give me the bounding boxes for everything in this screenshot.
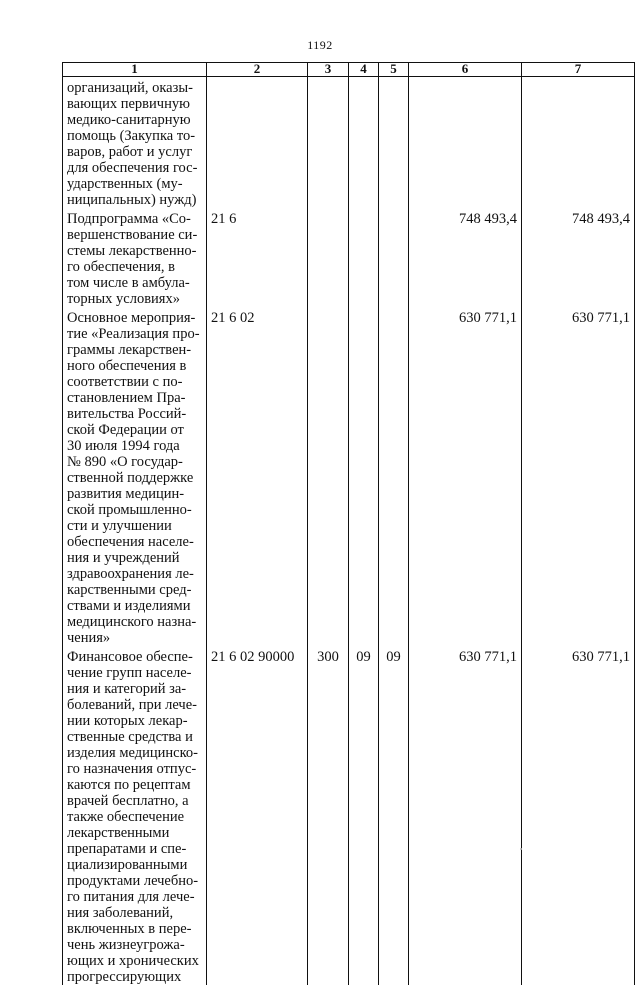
header-col-1: 1	[63, 63, 207, 77]
row-name: организаций, оказы- вающих первичную медико-санитарную помощь (Закупка то- варов, работ и услуг для обеспечения гос- ударственных (му- ниципальных) нужд)	[63, 77, 207, 209]
row-sum-1: 630 771,1	[409, 307, 522, 646]
row-rz	[349, 307, 379, 646]
row-pr	[379, 307, 409, 646]
header-col-5: 5	[379, 63, 409, 77]
header-row	[63, 63, 635, 77]
table-row	[63, 307, 635, 646]
row-code: 21 6 02	[207, 307, 308, 646]
row-code: 21 6	[207, 208, 308, 307]
header-col-3: 3	[308, 63, 349, 77]
page-number: 1192	[307, 38, 333, 52]
row-vr	[308, 307, 349, 646]
row-rz	[349, 208, 379, 307]
row-vr: 300	[308, 646, 349, 985]
row-vr	[308, 208, 349, 307]
row-name: Основное мероприя- тие «Реализация про- граммы лекарствен- ного обеспечения в соответствии с по- становлением Пра- вительства Россий- ской Федерации от 30 июля 1994 года № 890 «О государ- ственной поддержке развития медицин- ской промышленно- сти и улучшении обеспечения населе- ния и учреждений здравоохранения ле- карственными сред- ствами и изделиями медицинского назна- чения»	[63, 307, 207, 646]
row-sum-2	[522, 77, 635, 209]
row-pr	[379, 208, 409, 307]
row-sum-2: 630 771,1	[522, 646, 635, 985]
row-sum-2: 630 771,1	[522, 307, 635, 646]
scan-artifact	[520, 848, 522, 850]
row-code: 21 6 02 90000	[207, 646, 308, 985]
row-sum-2: 748 493,4	[522, 208, 635, 307]
header-col-6: 6	[409, 63, 522, 77]
row-sum-1	[409, 77, 522, 209]
row-pr	[379, 77, 409, 209]
row-code	[207, 77, 308, 209]
row-rz	[349, 77, 379, 209]
header-col-2: 2	[207, 63, 308, 77]
row-vr	[308, 77, 349, 209]
row-rz: 09	[349, 646, 379, 985]
budget-table	[62, 62, 635, 985]
row-sum-1: 630 771,1	[409, 646, 522, 985]
table-row	[63, 77, 635, 209]
row-name: Финансовое обеспе- чение групп населе- ния и категорий за- болеваний, при лече- нии которых лекар- ственные средства и изделия медицинско- го назначения отпус- каются по рецептам врачей бесплатно, а также обеспечение лекарственными препаратами и спе- циализированными продуктами лечебно- го питания для лече- ния заболеваний, включенных в пере- чень жизнеугрожа- ющих и хронических прогрессирующих	[63, 646, 207, 985]
row-name: Подпрограмма «Со- вершенствование си- стемы лекарственно- го обеспечения, в том числе в амбула- торных условиях»	[63, 208, 207, 307]
row-pr: 09	[379, 646, 409, 985]
header-col-4: 4	[349, 63, 379, 77]
table-row	[63, 208, 635, 307]
table-row	[63, 646, 635, 985]
row-sum-1: 748 493,4	[409, 208, 522, 307]
header-col-7: 7	[522, 63, 635, 77]
